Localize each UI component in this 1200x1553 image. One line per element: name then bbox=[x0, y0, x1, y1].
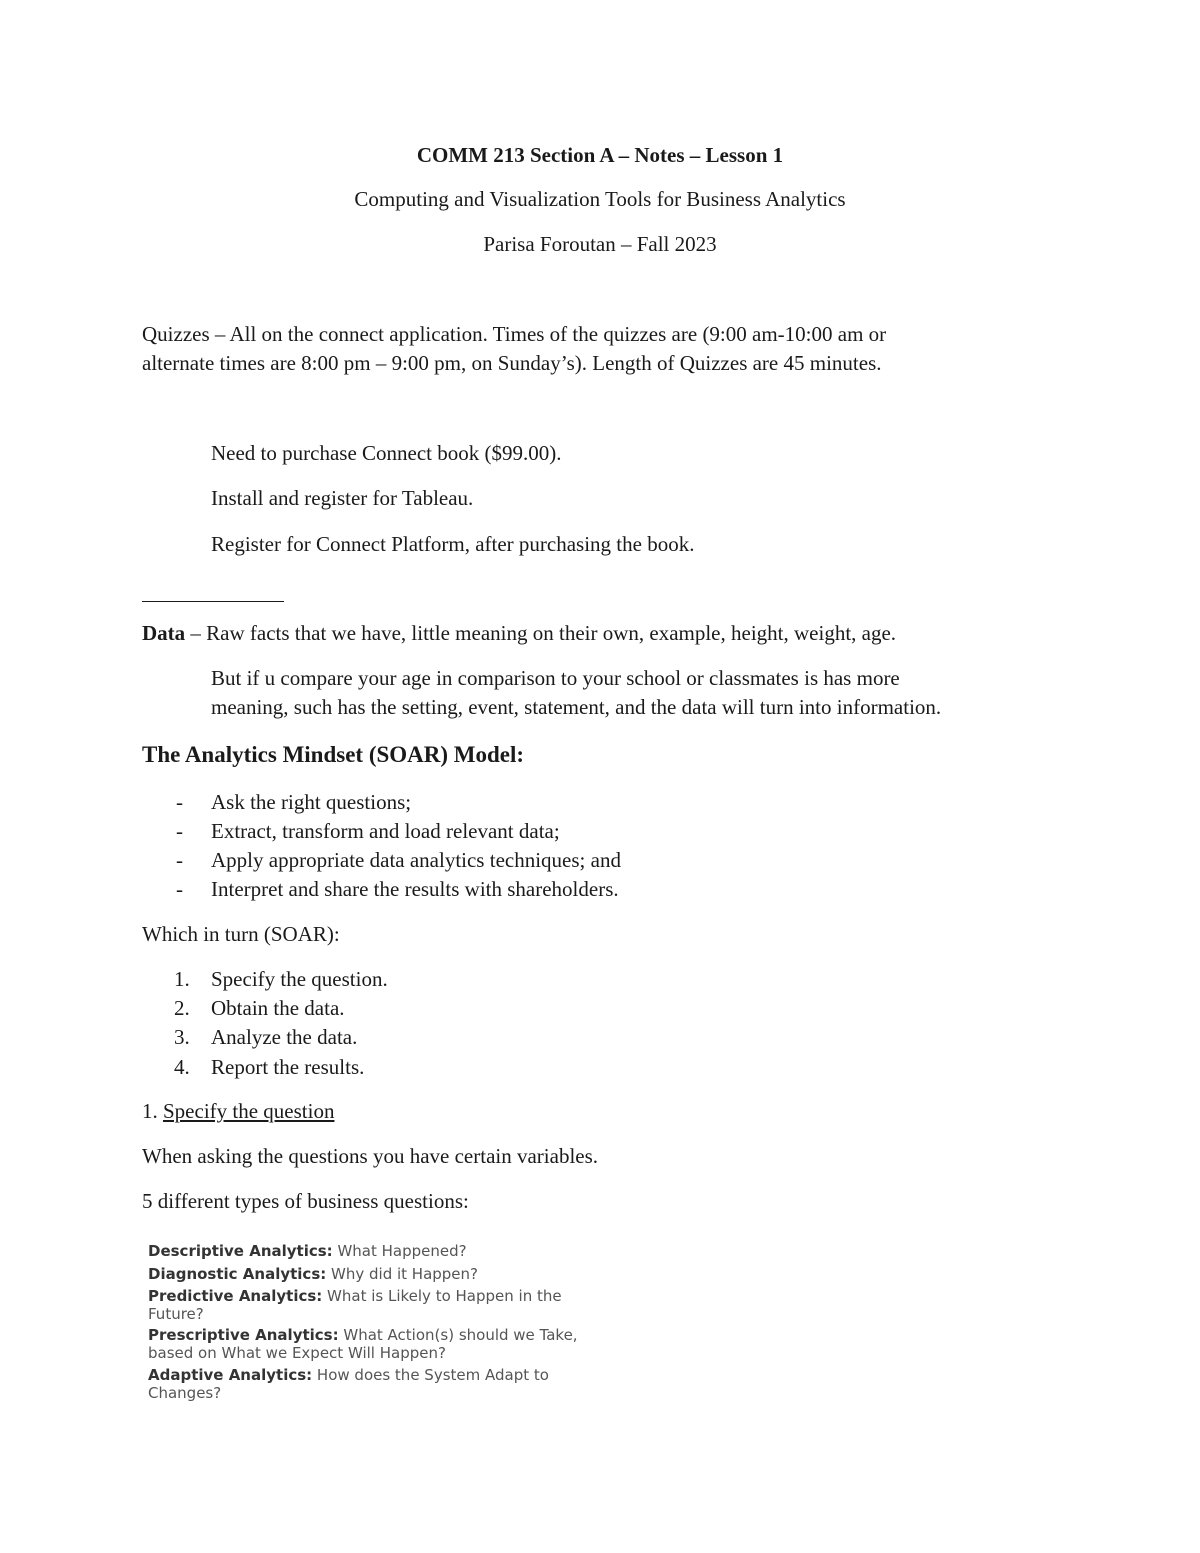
soar-heading: The Analytics Mindset (SOAR) Model: bbox=[142, 742, 525, 767]
step-text: Report the results. bbox=[211, 1055, 365, 1079]
bullet-item: Interpret and share the results with shareholders. bbox=[211, 877, 619, 901]
analytics-type-text: Why did it Happen? bbox=[326, 1265, 479, 1283]
analytics-type-item bbox=[148, 1326, 598, 1362]
analytics-type-label: Prescriptive Analytics: bbox=[148, 1326, 339, 1344]
task-item: Register for Connect Platform, after purchasing the book. bbox=[211, 532, 695, 556]
bullet-item: Extract, transform and load relevant data; bbox=[211, 819, 560, 843]
soar-intro: Which in turn (SOAR): bbox=[142, 922, 340, 946]
specify-number: 1. bbox=[142, 1099, 163, 1123]
bullet-marker: - bbox=[176, 848, 183, 872]
analytics-type-item bbox=[148, 1265, 598, 1283]
analytics-type-text: What Action(s) should we Take, based on What we Expect Will Happen? bbox=[148, 1326, 578, 1362]
bullet-item: Ask the right questions; bbox=[211, 790, 412, 814]
bullet-marker: - bbox=[176, 790, 183, 814]
analytics-type-label: Adaptive Analytics: bbox=[148, 1366, 313, 1384]
analytics-types-image bbox=[140, 1234, 610, 1406]
data-definition-text: – Raw facts that we have, little meaning on their own, example, height, weight, age. bbox=[185, 621, 897, 645]
analytics-type-item bbox=[148, 1287, 598, 1323]
specify-line-2: 5 different types of business questions: bbox=[142, 1189, 469, 1213]
data-note-line-1: But if u compare your age in comparison to your school or classmates is has more bbox=[211, 666, 900, 690]
document-title: COMM 213 Section A – Notes – Lesson 1 bbox=[416, 143, 784, 167]
task-item: Install and register for Tableau. bbox=[211, 486, 474, 510]
analytics-type-label: Diagnostic Analytics: bbox=[148, 1265, 327, 1283]
bullet-marker: - bbox=[176, 877, 183, 901]
step-number: 1. bbox=[174, 967, 190, 991]
quizzes-line-2: alternate times are 8:00 pm – 9:00 pm, on Sunday’s). Length of Quizzes are 45 minutes. bbox=[142, 351, 882, 375]
analytics-type-text: What is Likely to Happen in the Future? bbox=[148, 1287, 562, 1323]
analytics-type-label: Predictive Analytics: bbox=[148, 1287, 323, 1305]
step-number: 3. bbox=[174, 1025, 190, 1049]
analytics-type-text: How does the System Adapt to Changes? bbox=[148, 1366, 549, 1402]
specify-heading bbox=[142, 1099, 334, 1124]
step-number: 4. bbox=[174, 1055, 190, 1079]
bullet-item: Apply appropriate data analytics techniques; and bbox=[211, 848, 621, 872]
document-author: Parisa Foroutan – Fall 2023 bbox=[483, 232, 717, 256]
data-definition bbox=[142, 621, 896, 646]
step-text: Analyze the data. bbox=[211, 1025, 358, 1049]
task-item: Need to purchase Connect book ($99.00). bbox=[211, 441, 562, 465]
document-subtitle: Computing and Visualization Tools for Business Analytics bbox=[354, 187, 846, 211]
analytics-type-label: Descriptive Analytics: bbox=[148, 1242, 333, 1260]
quizzes-line-1: Quizzes – All on the connect application. Times of the quizzes are (9:00 am-10:00 am or bbox=[142, 322, 887, 346]
step-number: 2. bbox=[174, 996, 190, 1020]
analytics-type-text: What Happened? bbox=[332, 1242, 467, 1260]
analytics-type-item bbox=[148, 1366, 598, 1402]
data-label: Data bbox=[142, 621, 186, 645]
step-text: Obtain the data. bbox=[211, 996, 345, 1020]
specify-line-1: When asking the questions you have certain variables. bbox=[142, 1144, 599, 1168]
step-text: Specify the question. bbox=[211, 967, 388, 991]
specify-title: Specify the question bbox=[163, 1099, 335, 1123]
bullet-marker: - bbox=[176, 819, 183, 843]
data-note-line-2: meaning, such has the setting, event, statement, and the data will turn into information. bbox=[211, 695, 942, 719]
section-divider bbox=[142, 601, 284, 602]
analytics-type-item bbox=[148, 1242, 598, 1260]
